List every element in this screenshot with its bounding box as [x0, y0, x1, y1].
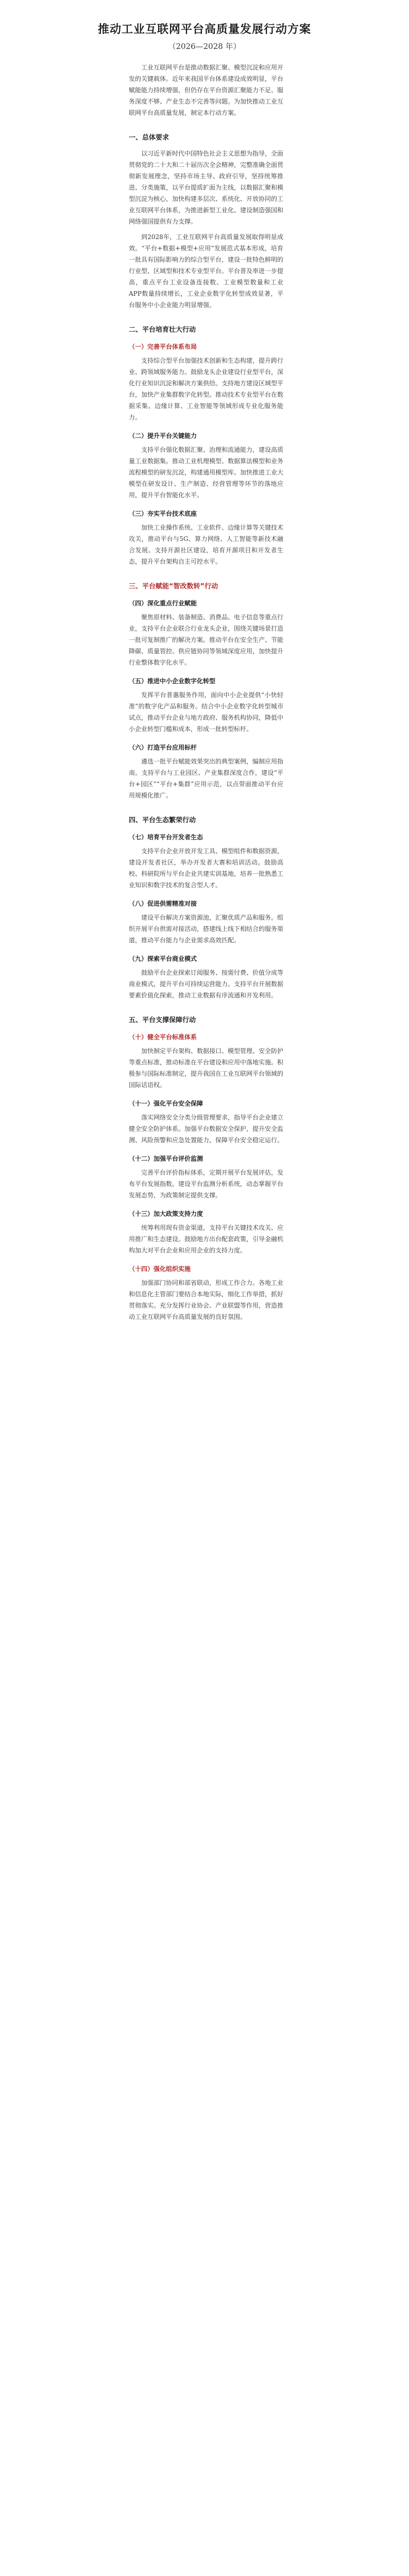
section-heading: （九）探索平台商业模式	[129, 955, 197, 962]
body-paragraph: 建设平台解决方案资源池，汇聚优质产品和服务。组织开展平台供需对接活动，搭建线上线下相结合的服务渠道，推动平台能力与企业需求高效匹配。	[129, 914, 284, 944]
document-title: 推动工业互联网平台高质量发展行动方案	[97, 23, 311, 36]
body-paragraph: 加快工业操作系统、工业软件、边缘计算等关键技术攻关，推动平台与5G、算力网络、人工智能等新技术融合发展。支持开源社区建设，培育开源项目和开发者生态，提升平台架构自主可控水平。	[129, 524, 284, 565]
body-paragraph: 工业互联网平台是推动数据汇聚、模型沉淀和应用开发的关键载体。近年来我国平台体系建设成效明显，平台赋能能力持续增强，但仍存在平台资源汇聚能力不足、服务深度不够、产业生态不完善等问题。为加快推动工业互联网平台高质量发展，制定本行动方案。	[129, 64, 284, 116]
body-paragraph: 支持平台强化数据汇聚、治理和流通能力，建设高质量工业数据集。推动工业机理模型、数据算法模型和业务流程模型的研发沉淀，构建通用模型库。加快推进工业大模型在研发设计、生产制造、经营管理等环节的落地应用，提升平台智能化水平。	[129, 446, 284, 499]
section-heading: （五）推进中小企业数字化转型	[129, 677, 216, 685]
body-paragraph: 聚焦原材料、装备制造、消费品、电子信息等重点行业，支持平台企业联合行业龙头企业，围绕关键场景打造一批可复制推广的解决方案。推动平台在安全生产、节能降碳、质量管控、供应链协同等领域深度应用，加快提升行业整体数字化水平。	[129, 614, 284, 666]
section-heading: （十）健全平台标准体系	[129, 1033, 197, 1041]
section-heading: （十四）强化组织实施	[129, 1265, 191, 1273]
body-paragraph: 到2028年，工业互联网平台高质量发展取得明显成效。“平台+数据+模型+应用”发展范式基本形成，培育一批具有国际影响力的综合型平台，建设一批特色鲜明的行业型、区域型和技术专业型平台。平台普及率进一步提高，重点平台工业设备连接数、工业模型数量和工业APP数量持续增长，工业企业数字化转型成效显著，平台服务中小企业能力明显增强。	[129, 233, 284, 309]
body-paragraph: 以习近平新时代中国特色社会主义思想为指导，全面贯彻党的二十大和二十届历次全会精神，完整准确全面贯彻新发展理念，坚持市场主导、政府引导，坚持统筹推进、分类施策，以平台提质扩面为主线，以数据汇聚和模型沉淀为核心，加快构建多层次、系统化、开放协同的工业互联网平台体系，为推进新型工业化、建设制造强国和网络强国提供有力支撑。	[129, 150, 284, 225]
chapter-heading: 三、平台赋能“智改数转”行动	[129, 583, 218, 590]
body-paragraph: 完善平台评价指标体系，定期开展平台发展评估，发布平台发展指数。建设平台监测分析系统，动态掌握平台发展态势，为政策制定提供支撑。	[129, 1169, 284, 1199]
chapter-heading: 一、总体要求	[129, 134, 169, 142]
body-paragraph: 落实网络安全分类分级管理要求，指导平台企业建立健全安全防护体系。加强平台数据安全保护，提升安全监测、风险预警和应急处置能力，保障平台安全稳定运行。	[129, 1114, 284, 1144]
chapter-heading: 二、平台培育壮大行动	[129, 326, 196, 334]
chapter-heading: 五、平台支撑保障行动	[129, 1016, 196, 1024]
body-paragraph: 支持综合型平台加强技术创新和生态构建，提升跨行业、跨领域服务能力。鼓励龙头企业建设行业型平台，深化行业知识沉淀和解决方案供给。支持地方建设区域型平台，加快产业集群数字化转型。推动技术专业型平台在数据采集、边缘计算、工业智能等领域形成专业化服务能力。	[129, 357, 284, 421]
section-heading: （十一）强化平台安全保障	[129, 1100, 203, 1107]
body-paragraph: 遴选一批平台赋能效果突出的典型案例，编制应用指南。支持平台与工业园区、产业集群深度合作，建设“平台+园区”“平台+集群”应用示范，以点带面推动平台应用规模化推广。	[129, 758, 284, 799]
body-paragraph: 支持平台企业开放开发工具、模型组件和数据资源，建设开发者社区，举办开发者大赛和培训活动。鼓励高校、科研院所与平台企业共建实训基地，培养一批熟悉工业知识和数字技术的复合型人才。	[129, 848, 284, 889]
section-heading: （四）深化重点行业赋能	[129, 600, 197, 607]
document-header	[0, 21, 409, 52]
document-subtitle: （2026—2028 年）	[168, 42, 241, 51]
section-heading: （二）提升平台关键能力	[129, 432, 197, 439]
section-heading: （七）培育平台开发者生态	[129, 834, 203, 841]
section-heading: （一）完善平台体系布局	[129, 343, 197, 350]
section-heading: （十三）加大政策支持力度	[129, 1210, 203, 1217]
document-body	[129, 62, 283, 1327]
body-paragraph: 鼓励平台企业探索订阅服务、按需付费、价值分成等商业模式，提升平台可持续运营能力。支持平台开展数据要素价值化探索，推动工业数据有序流通和开发利用。	[129, 969, 284, 999]
section-heading: （六）打造平台应用标杆	[129, 744, 197, 751]
body-paragraph: 加快制定平台架构、数据接口、模型管理、安全防护等重点标准，推动标准在平台建设和应用中落地实施。积极参与国际标准制定，提升我国在工业互联网平台领域的国际话语权。	[129, 1047, 284, 1089]
body-paragraph: 加强部门协同和部省联动，形成工作合力。各地工业和信息化主管部门要结合本地实际，细化工作举措，抓好贯彻落实。充分发挥行业协会、产业联盟等作用，营造推动工业互联网平台高质量发展的良好氛围。	[129, 1279, 284, 1320]
section-heading: （三）夯实平台技术底座	[129, 510, 197, 517]
body-paragraph: 发挥平台普惠服务作用，面向中小企业提供“小快轻准”的数字化产品和服务。结合中小企业数字化转型城市试点，推动平台企业与地方政府、服务机构协同，降低中小企业转型门槛和成本，形成一批转型标杆。	[129, 691, 284, 733]
chapter-heading: 四、平台生态繁荣行动	[129, 817, 196, 824]
section-heading: （八）促进供需精准对接	[129, 900, 197, 907]
section-heading: （十二）加强平台评价监测	[129, 1155, 203, 1162]
body-paragraph: 统筹利用现有资金渠道，支持平台关键技术攻关、应用推广和生态建设。鼓励地方出台配套政策，引导金融机构加大对平台企业和应用企业的支持力度。	[129, 1224, 284, 1254]
